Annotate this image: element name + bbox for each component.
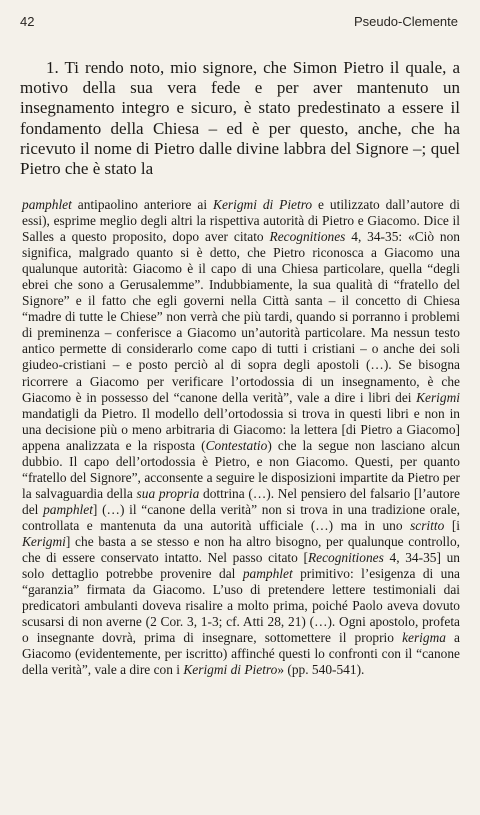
italic-span: Contestatio: [205, 437, 268, 453]
text-span: a Giacomo (evidentemente, per iscritto) affinché questi lo confronti con il “canone della verità”, vale a dire con i: [22, 630, 460, 678]
italic-span: Recognitiones: [307, 550, 384, 566]
italic-span: kerigma: [402, 630, 446, 646]
text-span: 4, 34-35: «Ciò non significa, malgrado quanto si è detto, che Pietro riconosca a Giacomo una qualunque autorità: Giacomo è il capo di una Chiesa particolare, quella “degli ebrei che sono a Gerusalemme”. Indubbiamente, la sua qualità di “fratello del Signore” e il fatto che egli governi nella Città santa – il concetto di Chiesa “madre di tutte le Chiese” non verrà che più tardi, quando si porranno i problemi di preminenza – conferisce a Giacomo un’autorità particolare. Ma nessun testo antico permette di considerarlo come capo di tutti i cristiani – o anche dei soli giudeo-cristiani – e posto perciò al di sopra degli apostoli (…). Se bisogna ricorrere a Giacomo per verificare l’ortodossia di un insegnamento, è che Giacomo è in possesso del “canone della verità”, vale a dire i libri dei: [22, 229, 461, 405]
text-span: ) che la segue non lasciano alcun dubbio. Il capo dell’ortodossia è Pietro, e non Giacomo. Questi, per quanto “fratello del Signore”, acconsente a seguire le disposizioni impartite da Pietro per la salvaguardia della: [22, 437, 460, 501]
page-number: 42: [20, 14, 35, 29]
italic-span: pamphlet: [22, 197, 72, 212]
italic-span: scritto: [410, 517, 445, 533]
text-span: 4, 34-35] un solo dettaglio potrebbe provenire dal: [22, 550, 460, 582]
italic-span: Kerigmi di Pietro: [183, 662, 278, 678]
text-span: e utilizzato dall’autore di essi), esprime meglio degli altri la rispettiva autorità di Pietro e Giacomo. Dice il Salles a questo proposito, dopo aver citato: [22, 197, 460, 245]
text-span: mandatigli da Pietro. Il modello dell’ortodossia si trova in questi libri e non in una decisione più o meno arbitraria di Giacomo: la lettera [di Pietro a Giacomo] appena analizzata e la risposta (: [22, 405, 460, 453]
italic-span: Kerigmi: [416, 389, 460, 405]
text-span: [i: [444, 517, 460, 533]
italic-span: Kerigmi di Pietro: [213, 197, 313, 212]
text-span: ] che basta a se stesso e non ha altro bisogno, per qualunque controllo, che di essere conservato intatto. Nel passo citato [: [22, 533, 460, 566]
text-span: antipaolino anteriore ai: [71, 197, 214, 212]
italic-span: Kerigmi: [22, 533, 66, 549]
text-span: ] (…) il “canone della verità” non si trova in una tradizione orale, controllata e mantenuta da una autorità ufficiale (…) ma in uno: [22, 501, 460, 533]
page-header: [20, 14, 458, 32]
running-head: Pseudo-Clemente: [353, 14, 458, 29]
footnote-text: [22, 197, 460, 678]
text-span: » (pp. 540-541).: [277, 662, 365, 678]
italic-span: pamphlet: [43, 501, 93, 517]
italic-span: Recognitiones: [269, 229, 346, 245]
text-span: primitivo: l’esigenza di una “garanzia” firmata da Giacomo. L’uso di pretendere lettere testimoniali dai predicatori ambulanti doveva risalire a molto prima, poiché Paolo aveva dovuto scusarsi di non averne (2 Cor. 3, 1-3; cf. Atti 28, 21) (…). Ogni apostolo, profeta o insegnante dovrà, prima di insegnare, sottomettere il proprio: [22, 566, 460, 646]
text-span: dottrina (…). Nel pensiero del falsario [l’autore del: [22, 485, 460, 517]
main-text: 1. Ti rendo noto, mio signore, che Simon Pietro il quale, a motivo della sua vera fede e per aver mantenuto un insegnamento integro e sicuro, è stato predestinato a essere il fondamento della Chiesa – ed è per questo, anche, che ha ricevuto il nome di Pietro dalle divine labbra del Signore –; quel Pietro che è stato la: [20, 58, 460, 179]
italic-span: pamphlet: [242, 566, 293, 582]
italic-span: sua propria: [136, 485, 200, 501]
